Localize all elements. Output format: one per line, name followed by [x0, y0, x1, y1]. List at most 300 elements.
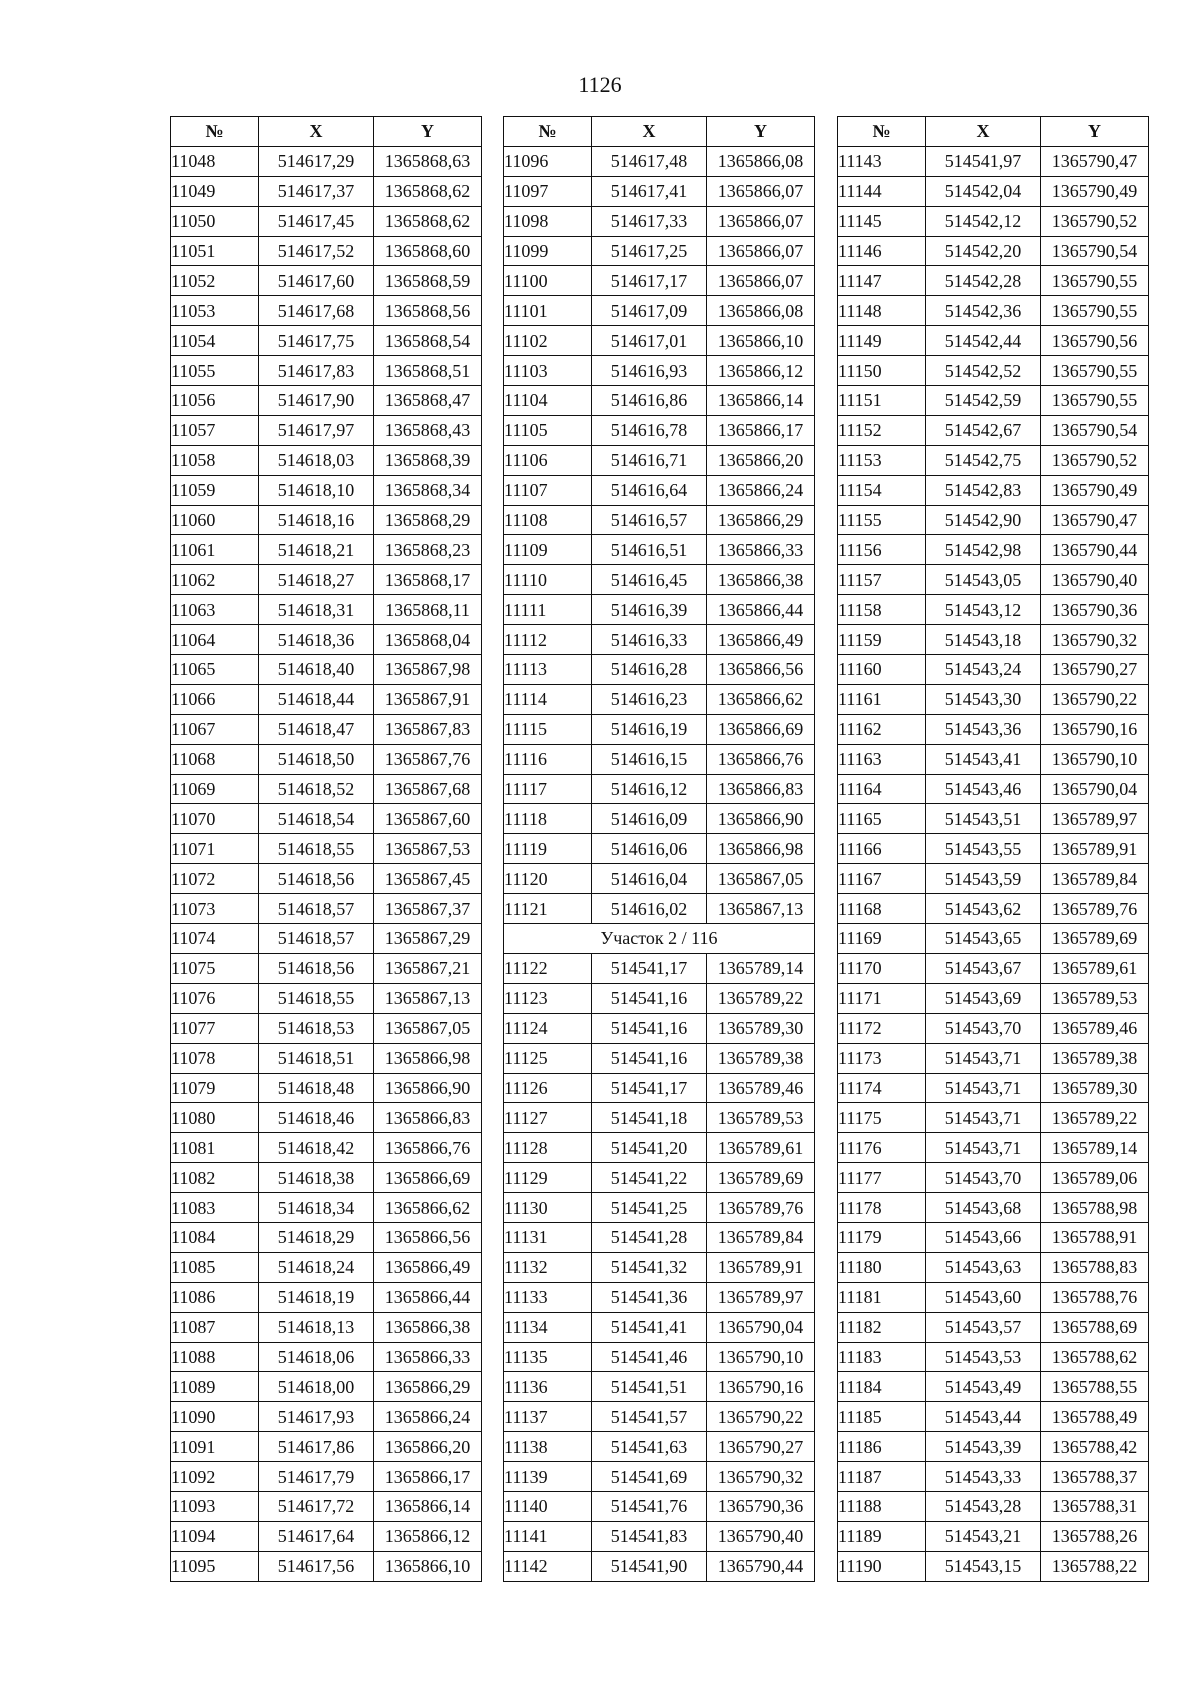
table-row	[838, 834, 1149, 864]
table-row	[171, 655, 482, 685]
y-coordinate: 1365790,10	[1041, 744, 1149, 774]
y-coordinate: 1365866,10	[707, 326, 815, 356]
coordinates-table-2	[503, 116, 815, 1582]
y-coordinate: 1365790,47	[1041, 146, 1149, 176]
header-no: №	[838, 117, 926, 147]
x-coordinate: 514543,57	[926, 1312, 1041, 1342]
x-coordinate: 514541,69	[592, 1462, 707, 1492]
y-coordinate: 1365868,63	[374, 146, 482, 176]
x-coordinate: 514618,57	[259, 894, 374, 924]
y-coordinate: 1365789,61	[1041, 953, 1149, 983]
y-coordinate: 1365788,83	[1041, 1252, 1149, 1282]
table-row	[171, 1402, 482, 1432]
x-coordinate: 514542,44	[926, 326, 1041, 356]
point-number: 11157	[838, 565, 926, 595]
table-row	[171, 445, 482, 475]
y-coordinate: 1365867,13	[374, 983, 482, 1013]
x-coordinate: 514618,03	[259, 445, 374, 475]
table-row	[838, 176, 1149, 206]
table-row	[504, 953, 815, 983]
point-number: 11137	[504, 1402, 592, 1432]
y-coordinate: 1365866,20	[374, 1432, 482, 1462]
x-coordinate: 514543,05	[926, 565, 1041, 595]
point-number: 11124	[504, 1013, 592, 1043]
table-row	[838, 804, 1149, 834]
y-coordinate: 1365866,24	[707, 475, 815, 505]
point-number: 11135	[504, 1342, 592, 1372]
y-coordinate: 1365866,38	[374, 1312, 482, 1342]
x-coordinate: 514543,44	[926, 1402, 1041, 1432]
point-number: 11177	[838, 1163, 926, 1193]
y-coordinate: 1365790,44	[1041, 535, 1149, 565]
x-coordinate: 514543,49	[926, 1372, 1041, 1402]
y-coordinate: 1365788,42	[1041, 1432, 1149, 1462]
y-coordinate: 1365866,90	[374, 1073, 482, 1103]
point-number: 11141	[504, 1521, 592, 1551]
point-number: 11125	[504, 1043, 592, 1073]
point-number: 11075	[171, 953, 259, 983]
x-coordinate: 514617,17	[592, 266, 707, 296]
table-row	[504, 864, 815, 894]
x-coordinate: 514541,46	[592, 1342, 707, 1372]
y-coordinate: 1365868,56	[374, 296, 482, 326]
point-number: 11073	[171, 894, 259, 924]
x-coordinate: 514618,48	[259, 1073, 374, 1103]
y-coordinate: 1365788,22	[1041, 1551, 1149, 1581]
table-row	[504, 714, 815, 744]
x-coordinate: 514542,04	[926, 176, 1041, 206]
x-coordinate: 514541,36	[592, 1282, 707, 1312]
point-number: 11185	[838, 1402, 926, 1432]
x-coordinate: 514617,56	[259, 1551, 374, 1581]
y-coordinate: 1365868,39	[374, 445, 482, 475]
table-row	[504, 625, 815, 655]
point-number: 11048	[171, 146, 259, 176]
point-number: 11081	[171, 1133, 259, 1163]
x-coordinate: 514541,18	[592, 1103, 707, 1133]
x-coordinate: 514618,36	[259, 625, 374, 655]
y-coordinate: 1365867,37	[374, 894, 482, 924]
y-coordinate: 1365789,53	[1041, 983, 1149, 1013]
header-no: №	[504, 117, 592, 147]
y-coordinate: 1365867,13	[707, 894, 815, 924]
point-number: 11118	[504, 804, 592, 834]
table-row	[838, 1282, 1149, 1312]
point-number: 11108	[504, 505, 592, 535]
table-row	[504, 1432, 815, 1462]
x-coordinate: 514541,22	[592, 1163, 707, 1193]
y-coordinate: 1365866,12	[374, 1521, 482, 1551]
x-coordinate: 514616,23	[592, 684, 707, 714]
table-row	[838, 415, 1149, 445]
table-row	[171, 684, 482, 714]
x-coordinate: 514618,16	[259, 505, 374, 535]
header-x: X	[259, 117, 374, 147]
y-coordinate: 1365866,76	[707, 744, 815, 774]
point-number: 11114	[504, 684, 592, 714]
table-row	[504, 804, 815, 834]
table-row	[504, 894, 815, 924]
x-coordinate: 514541,16	[592, 1043, 707, 1073]
point-number: 11086	[171, 1282, 259, 1312]
y-coordinate: 1365790,27	[707, 1432, 815, 1462]
x-coordinate: 514617,86	[259, 1432, 374, 1462]
table-row	[838, 983, 1149, 1013]
point-number: 11070	[171, 804, 259, 834]
point-number: 11169	[838, 924, 926, 954]
x-coordinate: 514618,54	[259, 804, 374, 834]
x-coordinate: 514617,01	[592, 326, 707, 356]
x-coordinate: 514617,48	[592, 146, 707, 176]
table-row	[838, 565, 1149, 595]
table-row	[171, 864, 482, 894]
point-number: 11107	[504, 475, 592, 505]
table-row	[171, 386, 482, 416]
x-coordinate: 514618,44	[259, 684, 374, 714]
y-coordinate: 1365789,76	[707, 1193, 815, 1223]
y-coordinate: 1365866,49	[374, 1252, 482, 1282]
table-row	[171, 1163, 482, 1193]
x-coordinate: 514618,51	[259, 1043, 374, 1073]
y-coordinate: 1365866,38	[707, 565, 815, 595]
x-coordinate: 514616,64	[592, 475, 707, 505]
table-row	[838, 326, 1149, 356]
point-number: 11106	[504, 445, 592, 475]
y-coordinate: 1365789,91	[707, 1252, 815, 1282]
y-coordinate: 1365790,32	[1041, 625, 1149, 655]
table-row	[171, 1133, 482, 1163]
point-number: 11182	[838, 1312, 926, 1342]
y-coordinate: 1365789,69	[707, 1163, 815, 1193]
x-coordinate: 514541,97	[926, 146, 1041, 176]
table-row	[171, 1193, 482, 1223]
point-number: 11138	[504, 1432, 592, 1462]
y-coordinate: 1365867,45	[374, 864, 482, 894]
x-coordinate: 514616,09	[592, 804, 707, 834]
x-coordinate: 514543,15	[926, 1551, 1041, 1581]
x-coordinate: 514543,33	[926, 1462, 1041, 1492]
table-row	[504, 386, 815, 416]
x-coordinate: 514542,59	[926, 386, 1041, 416]
y-coordinate: 1365790,22	[707, 1402, 815, 1432]
x-coordinate: 514616,45	[592, 565, 707, 595]
table-row	[838, 386, 1149, 416]
table-row	[171, 1432, 482, 1462]
point-number: 11164	[838, 774, 926, 804]
point-number: 11071	[171, 834, 259, 864]
table-row	[838, 1133, 1149, 1163]
point-number: 11134	[504, 1312, 592, 1342]
y-coordinate: 1365789,97	[1041, 804, 1149, 834]
y-coordinate: 1365866,33	[374, 1342, 482, 1372]
y-coordinate: 1365790,49	[1041, 475, 1149, 505]
x-coordinate: 514618,55	[259, 834, 374, 864]
y-coordinate: 1365866,10	[374, 1551, 482, 1581]
header-y: Y	[707, 117, 815, 147]
x-coordinate: 514618,40	[259, 655, 374, 685]
point-number: 11145	[838, 206, 926, 236]
point-number: 11190	[838, 1551, 926, 1581]
x-coordinate: 514541,51	[592, 1372, 707, 1402]
point-number: 11153	[838, 445, 926, 475]
point-number: 11174	[838, 1073, 926, 1103]
y-coordinate: 1365790,55	[1041, 296, 1149, 326]
x-coordinate: 514616,33	[592, 625, 707, 655]
x-coordinate: 514617,37	[259, 176, 374, 206]
table-row	[171, 714, 482, 744]
table-row	[504, 1163, 815, 1193]
x-coordinate: 514616,71	[592, 445, 707, 475]
x-coordinate: 514543,46	[926, 774, 1041, 804]
table-row	[838, 684, 1149, 714]
point-number: 11151	[838, 386, 926, 416]
table-row	[504, 505, 815, 535]
x-coordinate: 514617,72	[259, 1491, 374, 1521]
point-number: 11128	[504, 1133, 592, 1163]
table-row	[171, 146, 482, 176]
x-coordinate: 514618,52	[259, 774, 374, 804]
table-row	[504, 206, 815, 236]
table-row	[171, 983, 482, 1013]
point-number: 11148	[838, 296, 926, 326]
x-coordinate: 514543,65	[926, 924, 1041, 954]
point-number: 11126	[504, 1073, 592, 1103]
x-coordinate: 514617,83	[259, 356, 374, 386]
x-coordinate: 514543,67	[926, 953, 1041, 983]
x-coordinate: 514617,68	[259, 296, 374, 326]
table-row	[838, 475, 1149, 505]
x-coordinate: 514543,12	[926, 595, 1041, 625]
table-row	[504, 146, 815, 176]
y-coordinate: 1365789,97	[707, 1282, 815, 1312]
table-row	[504, 1073, 815, 1103]
x-coordinate: 514617,90	[259, 386, 374, 416]
table-row	[504, 236, 815, 266]
x-coordinate: 514542,20	[926, 236, 1041, 266]
x-coordinate: 514617,25	[592, 236, 707, 266]
y-coordinate: 1365790,55	[1041, 386, 1149, 416]
y-coordinate: 1365790,40	[1041, 565, 1149, 595]
x-coordinate: 514617,52	[259, 236, 374, 266]
point-number: 11166	[838, 834, 926, 864]
point-number: 11119	[504, 834, 592, 864]
table-row	[504, 176, 815, 206]
point-number: 11183	[838, 1342, 926, 1372]
table-row	[504, 1133, 815, 1163]
header-x: X	[592, 117, 707, 147]
table-row	[504, 774, 815, 804]
table-row	[838, 1491, 1149, 1521]
y-coordinate: 1365790,44	[707, 1551, 815, 1581]
point-number: 11181	[838, 1282, 926, 1312]
y-coordinate: 1365866,62	[374, 1193, 482, 1223]
y-coordinate: 1365789,38	[707, 1043, 815, 1073]
point-number: 11088	[171, 1342, 259, 1372]
x-coordinate: 514541,20	[592, 1133, 707, 1163]
table-row	[171, 565, 482, 595]
table-row	[504, 1312, 815, 1342]
x-coordinate: 514541,32	[592, 1252, 707, 1282]
x-coordinate: 514616,12	[592, 774, 707, 804]
table-row	[838, 1432, 1149, 1462]
table-row	[838, 1521, 1149, 1551]
table-row	[504, 445, 815, 475]
y-coordinate: 1365868,47	[374, 386, 482, 416]
x-coordinate: 514543,63	[926, 1252, 1041, 1282]
x-coordinate: 514616,15	[592, 744, 707, 774]
point-number: 11079	[171, 1073, 259, 1103]
x-coordinate: 514542,28	[926, 266, 1041, 296]
table-row	[838, 1252, 1149, 1282]
point-number: 11074	[171, 924, 259, 954]
y-coordinate: 1365790,16	[707, 1372, 815, 1402]
y-coordinate: 1365867,68	[374, 774, 482, 804]
y-coordinate: 1365790,16	[1041, 714, 1149, 744]
table-row	[171, 1521, 482, 1551]
x-coordinate: 514618,13	[259, 1312, 374, 1342]
point-number: 11149	[838, 326, 926, 356]
header-y: Y	[1041, 117, 1149, 147]
table-row	[171, 415, 482, 445]
point-number: 11104	[504, 386, 592, 416]
x-coordinate: 514618,19	[259, 1282, 374, 1312]
point-number: 11115	[504, 714, 592, 744]
x-coordinate: 514543,62	[926, 894, 1041, 924]
table-row	[504, 983, 815, 1013]
header-no: №	[171, 117, 259, 147]
y-coordinate: 1365788,91	[1041, 1222, 1149, 1252]
table-row	[504, 744, 815, 774]
point-number: 11063	[171, 595, 259, 625]
page-number: 1126	[578, 72, 622, 97]
y-coordinate: 1365789,14	[707, 953, 815, 983]
y-coordinate: 1365790,56	[1041, 326, 1149, 356]
y-coordinate: 1365789,76	[1041, 894, 1149, 924]
point-number: 11117	[504, 774, 592, 804]
point-number: 11136	[504, 1372, 592, 1402]
point-number: 11057	[171, 415, 259, 445]
y-coordinate: 1365788,62	[1041, 1342, 1149, 1372]
x-coordinate: 514617,33	[592, 206, 707, 236]
table-row	[504, 415, 815, 445]
y-coordinate: 1365867,60	[374, 804, 482, 834]
point-number: 11052	[171, 266, 259, 296]
point-number: 11168	[838, 894, 926, 924]
y-coordinate: 1365789,53	[707, 1103, 815, 1133]
y-coordinate: 1365790,10	[707, 1342, 815, 1372]
table-row	[838, 1163, 1149, 1193]
table-row	[171, 774, 482, 804]
point-number: 11072	[171, 864, 259, 894]
table-row	[504, 1103, 815, 1133]
y-coordinate: 1365868,23	[374, 535, 482, 565]
point-number: 11056	[171, 386, 259, 416]
point-number: 11167	[838, 864, 926, 894]
table-row	[504, 1193, 815, 1223]
point-number: 11160	[838, 655, 926, 685]
x-coordinate: 514543,71	[926, 1133, 1041, 1163]
x-coordinate: 514618,47	[259, 714, 374, 744]
x-coordinate: 514618,31	[259, 595, 374, 625]
y-coordinate: 1365868,60	[374, 236, 482, 266]
x-coordinate: 514618,56	[259, 953, 374, 983]
table-row	[171, 1312, 482, 1342]
table-row	[838, 146, 1149, 176]
x-coordinate: 514618,42	[259, 1133, 374, 1163]
y-coordinate: 1365789,38	[1041, 1043, 1149, 1073]
y-coordinate: 1365788,55	[1041, 1372, 1149, 1402]
x-coordinate: 514541,90	[592, 1551, 707, 1581]
point-number: 11059	[171, 475, 259, 505]
table-row	[838, 445, 1149, 475]
point-number: 11158	[838, 595, 926, 625]
table-row	[838, 356, 1149, 386]
y-coordinate: 1365867,76	[374, 744, 482, 774]
y-coordinate: 1365868,04	[374, 625, 482, 655]
table-row	[171, 595, 482, 625]
y-coordinate: 1365790,54	[1041, 236, 1149, 266]
table-row	[171, 953, 482, 983]
table-row	[171, 894, 482, 924]
y-coordinate: 1365789,22	[707, 983, 815, 1013]
y-coordinate: 1365789,46	[1041, 1013, 1149, 1043]
table-row	[171, 296, 482, 326]
table-row	[504, 1402, 815, 1432]
table-row	[171, 1013, 482, 1043]
y-coordinate: 1365866,76	[374, 1133, 482, 1163]
point-number: 11170	[838, 953, 926, 983]
point-number: 11156	[838, 535, 926, 565]
y-coordinate: 1365788,69	[1041, 1312, 1149, 1342]
point-number: 11078	[171, 1043, 259, 1073]
x-coordinate: 514618,56	[259, 864, 374, 894]
x-coordinate: 514543,36	[926, 714, 1041, 744]
table-row	[171, 1491, 482, 1521]
point-number: 11067	[171, 714, 259, 744]
table-row	[838, 1193, 1149, 1223]
y-coordinate: 1365790,54	[1041, 415, 1149, 445]
point-number: 11139	[504, 1462, 592, 1492]
table-row	[838, 535, 1149, 565]
y-coordinate: 1365788,76	[1041, 1282, 1149, 1312]
table-row	[171, 1043, 482, 1073]
point-number: 11188	[838, 1491, 926, 1521]
y-coordinate: 1365866,07	[707, 206, 815, 236]
y-coordinate: 1365866,98	[707, 834, 815, 864]
header-x: X	[926, 117, 1041, 147]
table-row	[504, 834, 815, 864]
table-row	[504, 1252, 815, 1282]
point-number: 11093	[171, 1491, 259, 1521]
point-number: 11140	[504, 1491, 592, 1521]
table-row	[838, 505, 1149, 535]
point-number: 11187	[838, 1462, 926, 1492]
table-row	[838, 206, 1149, 236]
y-coordinate: 1365789,91	[1041, 834, 1149, 864]
table-row	[838, 1312, 1149, 1342]
x-coordinate: 514541,41	[592, 1312, 707, 1342]
table-row	[838, 1462, 1149, 1492]
x-coordinate: 514543,71	[926, 1073, 1041, 1103]
table-row	[171, 1551, 482, 1581]
point-number: 11096	[504, 146, 592, 176]
y-coordinate: 1365790,55	[1041, 266, 1149, 296]
point-number: 11133	[504, 1282, 592, 1312]
x-coordinate: 514616,28	[592, 655, 707, 685]
table-row	[838, 714, 1149, 744]
y-coordinate: 1365866,69	[374, 1163, 482, 1193]
x-coordinate: 514543,70	[926, 1013, 1041, 1043]
